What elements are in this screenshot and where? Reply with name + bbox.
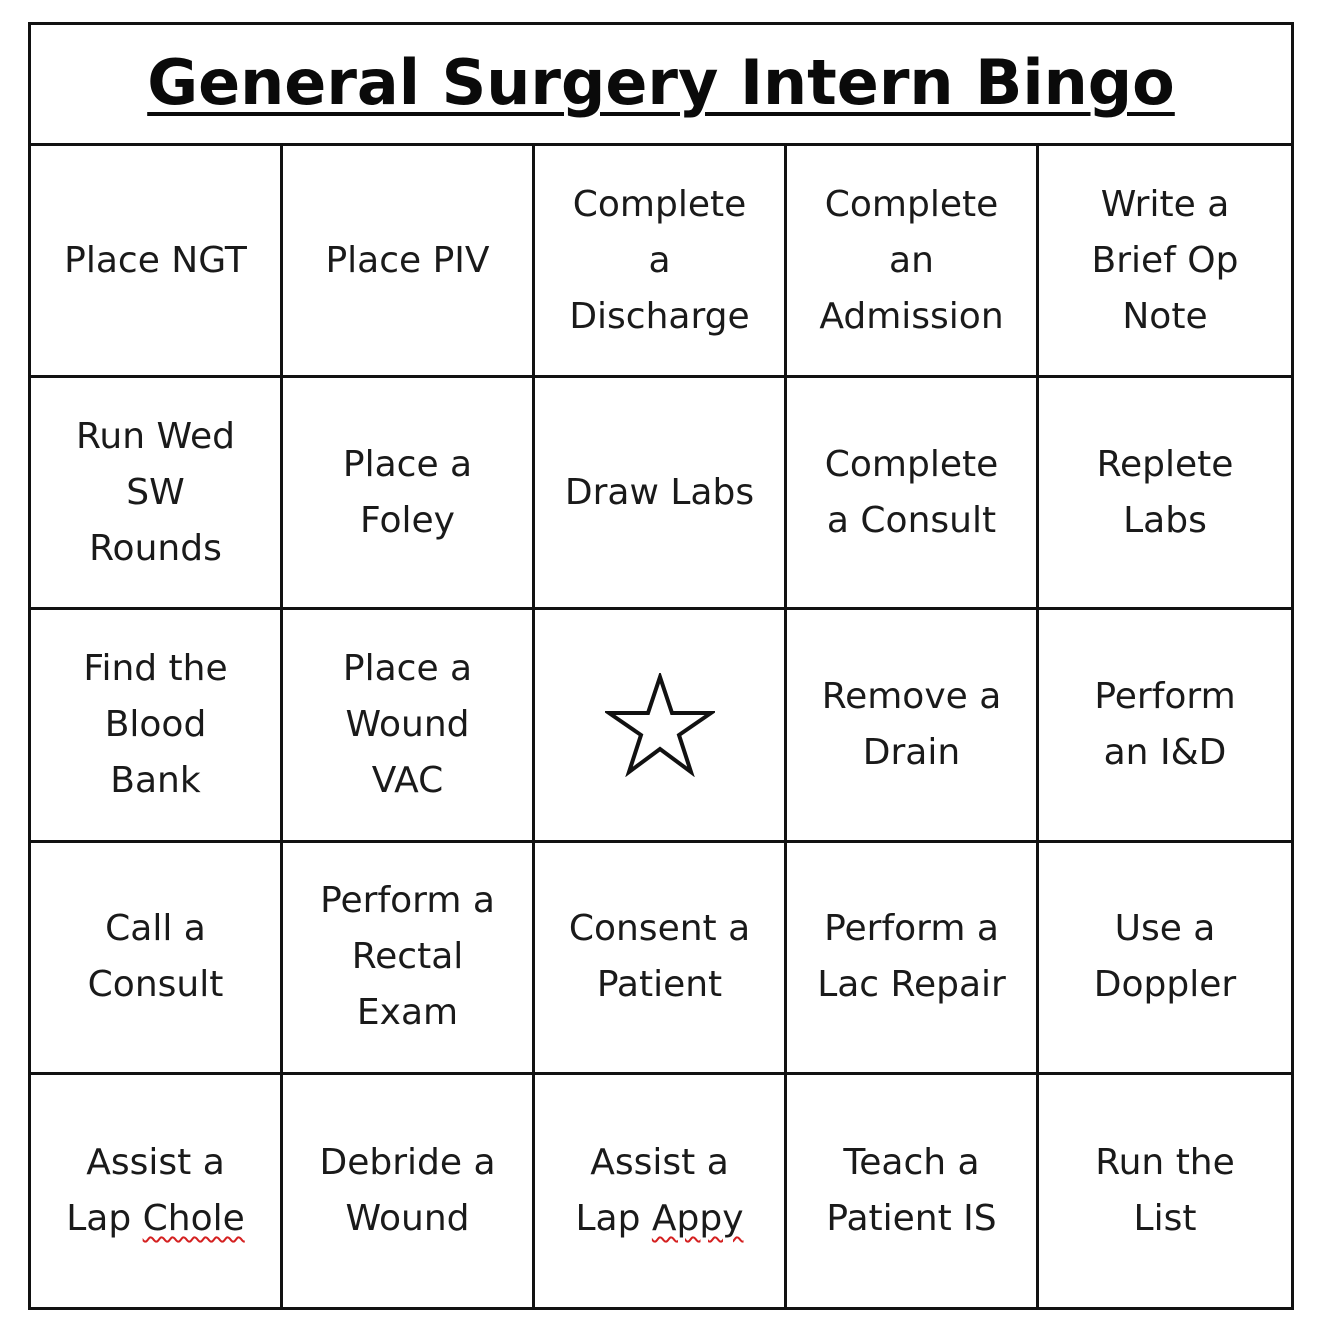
cell-line-prefix: Lap bbox=[66, 1197, 143, 1239]
bingo-cell[interactable] bbox=[283, 1075, 535, 1307]
cell-label: Teach a Patient IS bbox=[826, 1141, 997, 1239]
bingo-cell[interactable] bbox=[535, 378, 787, 610]
bingo-cell[interactable] bbox=[535, 146, 787, 378]
bingo-cell[interactable] bbox=[283, 146, 535, 378]
cell-label: Place a Wound VAC bbox=[342, 647, 473, 801]
bingo-cell[interactable] bbox=[535, 843, 787, 1075]
spellcheck-flagged-word: Chole bbox=[142, 1197, 245, 1239]
bingo-cell[interactable] bbox=[1039, 1075, 1291, 1307]
spellcheck-flagged-word: Appy bbox=[651, 1197, 744, 1239]
cell-label: Complete a Discharge bbox=[569, 183, 750, 337]
free-space-cell[interactable] bbox=[535, 610, 787, 842]
bingo-cell[interactable] bbox=[787, 146, 1039, 378]
cell-label: Remove a Drain bbox=[821, 675, 1002, 773]
bingo-grid bbox=[31, 146, 1291, 1307]
bingo-cell[interactable] bbox=[1039, 610, 1291, 842]
bingo-cell[interactable] bbox=[283, 610, 535, 842]
cell-label: Place PIV bbox=[325, 239, 490, 281]
cell-label: Consent a Patient bbox=[568, 908, 751, 1006]
cell-label: Perform a Lac Repair bbox=[817, 908, 1006, 1006]
bingo-cell[interactable] bbox=[283, 843, 535, 1075]
cell-label: Use a Doppler bbox=[1093, 908, 1237, 1006]
cell-label: Call a Consult bbox=[87, 908, 224, 1006]
bingo-cell[interactable] bbox=[31, 610, 283, 842]
cell-label: Complete a Consult bbox=[824, 443, 999, 541]
star-icon bbox=[605, 673, 715, 777]
cell-label: Run Wed SW Rounds bbox=[76, 415, 235, 569]
bingo-cell[interactable] bbox=[787, 610, 1039, 842]
cell-label: Debride a Wound bbox=[319, 1141, 496, 1239]
cell-line-prefix: Lap bbox=[575, 1197, 652, 1239]
bingo-cell[interactable] bbox=[1039, 843, 1291, 1075]
cell-label: Perform an I&D bbox=[1094, 675, 1236, 773]
cell-label: Perform a Rectal Exam bbox=[320, 880, 495, 1034]
cell-label: Replete Labs bbox=[1096, 443, 1234, 541]
cell-label: Complete an Admission bbox=[819, 183, 1004, 337]
cell-label: Draw Labs bbox=[564, 471, 755, 513]
cell-label: Place a Foley bbox=[342, 443, 473, 541]
bingo-cell[interactable] bbox=[31, 843, 283, 1075]
bingo-cell[interactable] bbox=[535, 1075, 787, 1307]
bingo-cell[interactable] bbox=[31, 378, 283, 610]
cell-label: Find the Blood Bank bbox=[83, 647, 228, 801]
bingo-cell[interactable] bbox=[1039, 378, 1291, 610]
bingo-cell[interactable] bbox=[31, 1075, 283, 1307]
cell-label: Write a Brief Op Note bbox=[1091, 183, 1239, 337]
cell-label: Place NGT bbox=[64, 239, 247, 281]
bingo-cell[interactable] bbox=[787, 378, 1039, 610]
cell-label bbox=[575, 1135, 743, 1247]
cell-line: Assist a bbox=[590, 1141, 729, 1183]
cell-label bbox=[66, 1135, 245, 1247]
cell-line: Assist a bbox=[86, 1141, 225, 1183]
title-bar bbox=[31, 25, 1291, 146]
bingo-cell[interactable] bbox=[283, 378, 535, 610]
bingo-cell[interactable] bbox=[31, 146, 283, 378]
cell-label: Run the List bbox=[1095, 1141, 1235, 1239]
bingo-cell[interactable] bbox=[1039, 146, 1291, 378]
bingo-cell[interactable] bbox=[787, 1075, 1039, 1307]
page-title: General Surgery Intern Bingo bbox=[147, 45, 1175, 119]
bingo-cell[interactable] bbox=[787, 843, 1039, 1075]
bingo-board bbox=[28, 22, 1294, 1310]
